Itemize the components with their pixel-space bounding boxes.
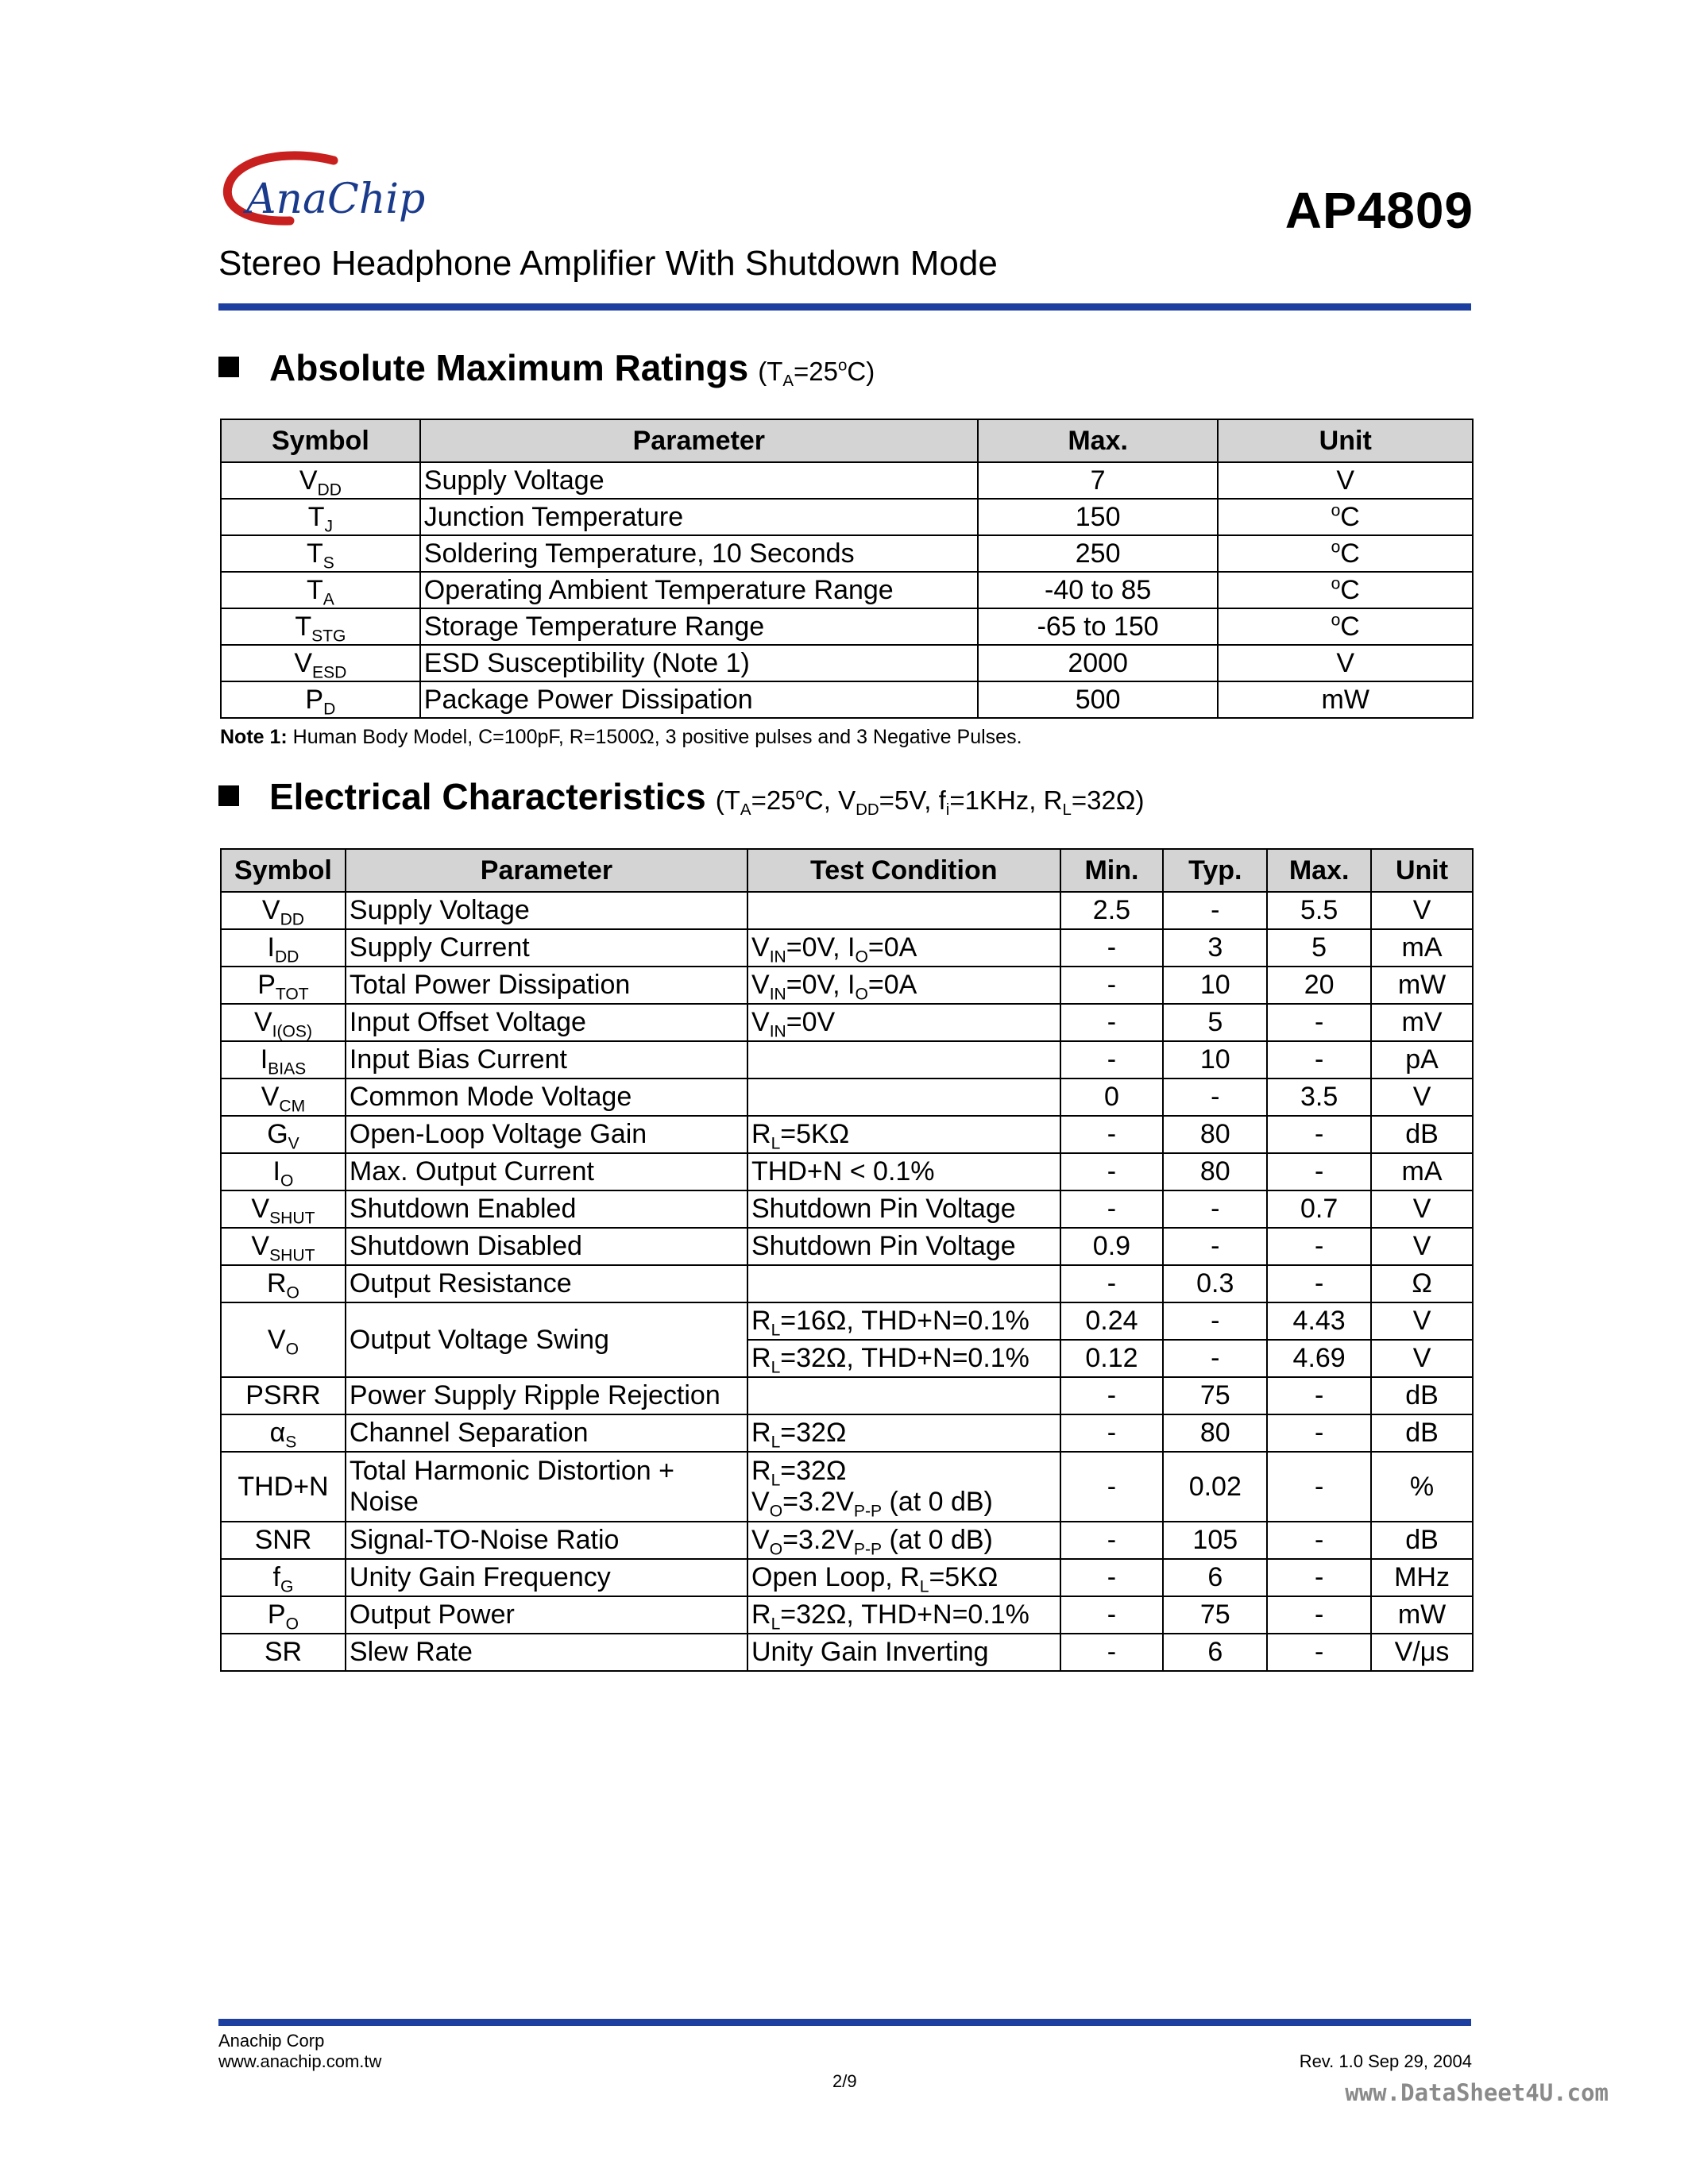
max-cell: 2000 — [978, 645, 1219, 681]
symbol-cell: $V_{ESD}$ — [221, 645, 420, 681]
max-cell: 5.5 — [1267, 892, 1371, 929]
table-row — [221, 1596, 1473, 1634]
unit-cell: $^o$C — [1218, 499, 1473, 535]
unit-cell: dB — [1371, 1522, 1473, 1559]
parameter-cell: Supply Voltage — [420, 462, 978, 499]
min-cell: - — [1060, 1116, 1164, 1153]
typ-cell: 3 — [1163, 929, 1267, 967]
table-row — [221, 645, 1473, 681]
parameter-cell: Channel Separation — [346, 1414, 747, 1452]
symbol-cell: $I_{BIAS}$ — [221, 1041, 346, 1078]
min-cell: - — [1060, 1265, 1164, 1302]
symbol-cell: $P_{TOT}$ — [221, 967, 346, 1004]
condition-line: $R_L=32\Omega$ — [751, 1418, 847, 1452]
typ-cell: - — [1163, 1078, 1267, 1116]
table-row — [221, 608, 1473, 645]
condition-line: $R_L=32\Omega$ — [751, 1456, 847, 1490]
test-condition-cell — [747, 1302, 1060, 1340]
symbol-cell: $T_A$ — [221, 572, 420, 608]
unit-cell: mA — [1371, 1153, 1473, 1190]
parameter-cell: Input Offset Voltage — [346, 1004, 747, 1041]
min-cell: - — [1060, 1153, 1164, 1190]
test-condition-cell — [747, 1340, 1060, 1377]
condition-line: $V_{IN}=0V$, $I_O=0A$ — [751, 932, 917, 967]
unit-cell: V — [1371, 1228, 1473, 1265]
condition-line: $R_L=5K\Omega$ — [751, 1119, 850, 1153]
unit-cell: V — [1371, 1340, 1473, 1377]
max-cell: - — [1267, 1228, 1371, 1265]
symbol-cell: $V_{DD}$ — [221, 462, 420, 499]
max-cell: 7 — [978, 462, 1219, 499]
unit-cell: mW — [1371, 1596, 1473, 1634]
max-cell: - — [1267, 1522, 1371, 1559]
condition-line: $V_O=3.2V_{P-P}$ (at 0 dB) — [751, 1487, 993, 1521]
min-cell: - — [1060, 1559, 1164, 1596]
symbol-cell: $P_D$ — [221, 681, 420, 718]
unit-cell: dB — [1371, 1116, 1473, 1153]
table-row — [221, 572, 1473, 608]
test-condition-cell — [747, 1078, 1060, 1116]
condition-line: $R_L=32\Omega$, THD+N=0.1% — [751, 1599, 1029, 1634]
min-cell: - — [1060, 929, 1164, 967]
amr-column-header: Unit — [1218, 419, 1473, 462]
symbol-cell: $V_{SHUT}$ — [221, 1228, 346, 1265]
amr-column-header: Symbol — [221, 419, 420, 462]
parameter-cell: Max. Output Current — [346, 1153, 747, 1190]
symbol-cell: THD+N — [221, 1452, 346, 1522]
table-row — [221, 462, 1473, 499]
ec-column-header: Test Condition — [747, 849, 1060, 892]
unit-cell: V — [1218, 462, 1473, 499]
symbol-cell: $T_J$ — [221, 499, 420, 535]
max-cell: - — [1267, 1041, 1371, 1078]
max-cell: - — [1267, 1452, 1371, 1522]
typ-cell: - — [1163, 1190, 1267, 1228]
unit-cell: Ω — [1371, 1265, 1473, 1302]
parameter-cell: Common Mode Voltage — [346, 1078, 747, 1116]
max-cell: - — [1267, 1116, 1371, 1153]
parameter-cell: Package Power Dissipation — [420, 681, 978, 718]
max-cell: - — [1267, 1634, 1371, 1671]
table-row — [221, 1414, 1473, 1452]
max-cell: - — [1267, 1559, 1371, 1596]
table-row — [221, 535, 1473, 572]
symbol-cell: $T_{STG}$ — [221, 608, 420, 645]
parameter-cell: Output Power — [346, 1596, 747, 1634]
footer-revision: Rev. 1.0 Sep 29, 2004 — [1299, 2051, 1472, 2071]
unit-cell: V/μs — [1371, 1634, 1473, 1671]
amr-note: Note 1: Human Body Model, C=100pF, R=1500Ω, 3 positive pulses and 3 Negative Pulses. — [220, 726, 1022, 748]
ec-column-header: Typ. — [1163, 849, 1267, 892]
typ-cell: - — [1163, 1228, 1267, 1265]
amr-column-header: Max. — [978, 419, 1219, 462]
parameter-cell: Operating Ambient Temperature Range — [420, 572, 978, 608]
symbol-cell: $\alpha_S$ — [221, 1414, 346, 1452]
unit-cell: mV — [1371, 1004, 1473, 1041]
test-condition-cell — [747, 967, 1060, 1004]
min-cell: - — [1060, 1522, 1164, 1559]
symbol-cell: $V_{CM}$ — [221, 1078, 346, 1116]
min-cell: - — [1060, 1414, 1164, 1452]
unit-cell: V — [1218, 645, 1473, 681]
symbol-cell: $V_{I(OS)}$ — [221, 1004, 346, 1041]
amr-column-header: Parameter — [420, 419, 978, 462]
unit-cell: MHz — [1371, 1559, 1473, 1596]
typ-cell: 0.02 — [1163, 1452, 1267, 1522]
table-row — [221, 967, 1473, 1004]
table-row — [221, 681, 1473, 718]
parameter-cell: Junction Temperature — [420, 499, 978, 535]
symbol-cell: $V_{DD}$ — [221, 892, 346, 929]
typ-cell: 10 — [1163, 967, 1267, 1004]
max-cell: -40 to 85 — [978, 572, 1219, 608]
max-cell: -65 to 150 — [978, 608, 1219, 645]
logo-text: AnaChip — [246, 176, 426, 223]
max-cell: 4.43 — [1267, 1302, 1371, 1340]
condition-line: Shutdown Pin Voltage — [751, 1194, 1016, 1224]
parameter-cell: Slew Rate — [346, 1634, 747, 1671]
typ-cell: 75 — [1163, 1596, 1267, 1634]
test-condition-cell — [747, 1414, 1060, 1452]
max-cell: - — [1267, 1596, 1371, 1634]
max-cell: 4.69 — [1267, 1340, 1371, 1377]
test-condition-cell — [747, 1190, 1060, 1228]
typ-cell: 80 — [1163, 1116, 1267, 1153]
min-cell: - — [1060, 1190, 1164, 1228]
max-cell: 500 — [978, 681, 1219, 718]
condition-line: $V_{IN}=0V$ — [751, 1007, 836, 1041]
test-condition-cell — [747, 1153, 1060, 1190]
table-row — [221, 1559, 1473, 1596]
unit-cell: pA — [1371, 1041, 1473, 1078]
ec-condition: ($T_A=25^oC$, $V_{DD}=5V$, $f_i=1KHz$, $R_L=32\Omega$) — [715, 785, 1145, 820]
unit-cell: $^o$C — [1218, 535, 1473, 572]
test-condition-cell — [747, 1041, 1060, 1078]
test-condition-cell — [747, 1265, 1060, 1302]
max-cell: 250 — [978, 535, 1219, 572]
watermark: www.DataSheet4U.com — [1345, 2079, 1609, 2106]
table-row — [221, 892, 1473, 929]
footer-company: Anachip Corp — [218, 2031, 325, 2051]
table-row — [221, 1302, 1473, 1340]
table-row — [221, 1041, 1473, 1078]
ec-column-header: Unit — [1371, 849, 1473, 892]
min-cell: 2.5 — [1060, 892, 1164, 929]
parameter-cell: Power Supply Ripple Rejection — [346, 1377, 747, 1414]
condition-line: $V_{IN}=0V$, $I_O=0A$ — [751, 970, 917, 1004]
max-cell: 3.5 — [1267, 1078, 1371, 1116]
unit-cell: mW — [1218, 681, 1473, 718]
table-row — [221, 1265, 1473, 1302]
ec-title: Electrical Characteristics — [269, 776, 706, 817]
min-cell: - — [1060, 967, 1164, 1004]
min-cell: 0.24 — [1060, 1302, 1164, 1340]
symbol-cell: $T_S$ — [221, 535, 420, 572]
part-number: AP4809 — [1284, 182, 1474, 239]
electrical-characteristics-table — [220, 848, 1474, 1672]
parameter-cell: Supply Current — [346, 929, 747, 967]
parameter-cell: ESD Susceptibility (Note 1) — [420, 645, 978, 681]
typ-cell: - — [1163, 892, 1267, 929]
symbol-cell: $I_{DD}$ — [221, 929, 346, 967]
max-cell: 20 — [1267, 967, 1371, 1004]
typ-cell: 80 — [1163, 1414, 1267, 1452]
absolute-maximum-ratings-table — [220, 419, 1474, 719]
table-row — [221, 1522, 1473, 1559]
unit-cell: V — [1371, 1190, 1473, 1228]
amr-title: Absolute Maximum Ratings — [269, 347, 749, 388]
symbol-cell: $I_O$ — [221, 1153, 346, 1190]
symbol-cell: $P_O$ — [221, 1596, 346, 1634]
max-cell: - — [1267, 1004, 1371, 1041]
test-condition-cell — [747, 1116, 1060, 1153]
table-row — [221, 1116, 1473, 1153]
max-cell: - — [1267, 1265, 1371, 1302]
amr-condition: $(T_A=25^oC)$ — [758, 356, 875, 391]
table-row — [221, 1078, 1473, 1116]
typ-cell: 105 — [1163, 1522, 1267, 1559]
footer-url[interactable]: www.anachip.com.tw — [218, 2051, 382, 2071]
test-condition-cell — [747, 1559, 1060, 1596]
test-condition-cell — [747, 1377, 1060, 1414]
ec-column-header: Max. — [1267, 849, 1371, 892]
unit-cell: $^o$C — [1218, 572, 1473, 608]
typ-cell: 6 — [1163, 1634, 1267, 1671]
parameter-cell: Total Power Dissipation — [346, 967, 747, 1004]
parameter-cell: Open-Loop Voltage Gain — [346, 1116, 747, 1153]
min-cell: - — [1060, 1596, 1164, 1634]
max-cell: - — [1267, 1377, 1371, 1414]
symbol-cell: $V_O$ — [221, 1302, 346, 1377]
test-condition-cell — [747, 929, 1060, 967]
ec-column-header: Symbol — [221, 849, 346, 892]
ec-section-heading — [218, 775, 1144, 818]
parameter-cell: Shutdown Disabled — [346, 1228, 747, 1265]
condition-line: $V_O=3.2V_{P-P}$ (at 0 dB) — [751, 1525, 993, 1559]
unit-cell: V — [1371, 1302, 1473, 1340]
condition-line: Unity Gain Inverting — [751, 1637, 989, 1667]
condition-line: $R_L=16\Omega$, THD+N=0.1% — [751, 1306, 1029, 1340]
amr-section-heading — [218, 346, 875, 389]
header-divider — [218, 303, 1471, 311]
test-condition-cell — [747, 1452, 1060, 1522]
symbol-cell: PSRR — [221, 1377, 346, 1414]
min-cell: 0 — [1060, 1078, 1164, 1116]
test-condition-cell — [747, 892, 1060, 929]
footer-divider — [218, 2019, 1471, 2026]
test-condition-cell — [747, 1004, 1060, 1041]
symbol-cell: $V_{SHUT}$ — [221, 1190, 346, 1228]
condition-line: $R_L=32\Omega$, THD+N=0.1% — [751, 1343, 1029, 1377]
symbol-cell: $f_G$ — [221, 1559, 346, 1596]
min-cell: - — [1060, 1004, 1164, 1041]
min-cell: - — [1060, 1377, 1164, 1414]
max-cell: 5 — [1267, 929, 1371, 967]
anachip-logo — [214, 143, 485, 246]
parameter-cell: Soldering Temperature, 10 Seconds — [420, 535, 978, 572]
parameter-cell: Signal-TO-Noise Ratio — [346, 1522, 747, 1559]
unit-cell: $^o$C — [1218, 608, 1473, 645]
min-cell: - — [1060, 1452, 1164, 1522]
symbol-cell: $R_O$ — [221, 1265, 346, 1302]
parameter-cell: Unity Gain Frequency — [346, 1559, 747, 1596]
min-cell: - — [1060, 1041, 1164, 1078]
parameter-cell: Shutdown Enabled — [346, 1190, 747, 1228]
symbol-cell: $G_V$ — [221, 1116, 346, 1153]
parameter-cell: Output Voltage Swing — [346, 1302, 747, 1377]
table-row — [221, 1004, 1473, 1041]
parameter-cell: Output Resistance — [346, 1265, 747, 1302]
ec-column-header: Parameter — [346, 849, 747, 892]
test-condition-cell — [747, 1634, 1060, 1671]
unit-cell: % — [1371, 1452, 1473, 1522]
ec-column-header: Min. — [1060, 849, 1164, 892]
max-cell: 0.7 — [1267, 1190, 1371, 1228]
table-row — [221, 1228, 1473, 1265]
bullet-square-icon — [218, 785, 239, 806]
table-row — [221, 1634, 1473, 1671]
table-row — [221, 1153, 1473, 1190]
parameter-cell: Total Harmonic Distortion + Noise — [346, 1452, 747, 1522]
table-row — [221, 1377, 1473, 1414]
min-cell: - — [1060, 1634, 1164, 1671]
typ-cell: 0.3 — [1163, 1265, 1267, 1302]
document-subtitle: Stereo Headphone Amplifier With Shutdown Mode — [218, 244, 998, 283]
min-cell: 0.12 — [1060, 1340, 1164, 1377]
unit-cell: V — [1371, 892, 1473, 929]
symbol-cell: SNR — [221, 1522, 346, 1559]
test-condition-cell — [747, 1596, 1060, 1634]
typ-cell: 75 — [1163, 1377, 1267, 1414]
unit-cell: dB — [1371, 1377, 1473, 1414]
max-cell: - — [1267, 1414, 1371, 1452]
unit-cell: mA — [1371, 929, 1473, 967]
page-number: 2/9 — [832, 2071, 857, 2091]
typ-cell: - — [1163, 1302, 1267, 1340]
typ-cell: 80 — [1163, 1153, 1267, 1190]
typ-cell: - — [1163, 1340, 1267, 1377]
table-row — [221, 1190, 1473, 1228]
parameter-cell: Supply Voltage — [346, 892, 747, 929]
condition-line: Open Loop, $R_L=5K\Omega$ — [751, 1562, 999, 1596]
test-condition-cell — [747, 1228, 1060, 1265]
parameter-cell: Storage Temperature Range — [420, 608, 978, 645]
unit-cell: V — [1371, 1078, 1473, 1116]
typ-cell: 6 — [1163, 1559, 1267, 1596]
max-cell: 150 — [978, 499, 1219, 535]
parameter-cell: Input Bias Current — [346, 1041, 747, 1078]
condition-line: THD+N < 0.1% — [751, 1156, 935, 1187]
symbol-cell: SR — [221, 1634, 346, 1671]
unit-cell: mW — [1371, 967, 1473, 1004]
condition-line: Shutdown Pin Voltage — [751, 1231, 1016, 1261]
min-cell: 0.9 — [1060, 1228, 1164, 1265]
table-row — [221, 929, 1473, 967]
typ-cell: 10 — [1163, 1041, 1267, 1078]
max-cell: - — [1267, 1153, 1371, 1190]
bullet-square-icon — [218, 357, 239, 377]
table-row — [221, 1452, 1473, 1522]
typ-cell: 5 — [1163, 1004, 1267, 1041]
test-condition-cell — [747, 1522, 1060, 1559]
table-row — [221, 499, 1473, 535]
unit-cell: dB — [1371, 1414, 1473, 1452]
